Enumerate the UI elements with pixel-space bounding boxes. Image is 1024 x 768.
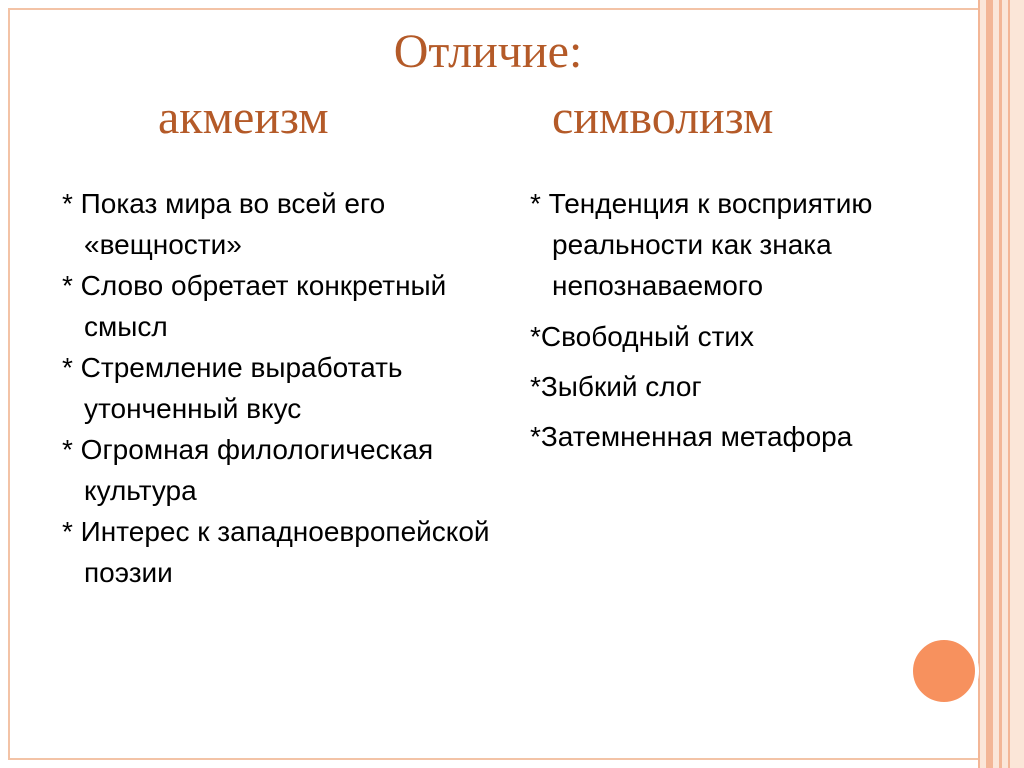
symbolism-list [530, 183, 950, 466]
slide-title: Отличие: [393, 25, 583, 78]
frame-border-top [8, 8, 978, 10]
list-item: *Зыбкий слог [530, 371, 702, 402]
list-item: * Тенденция к восприятию реальности как знака непознаваемого [530, 188, 873, 301]
list-item: * Стремление выработать утонченный вкус [62, 352, 403, 424]
list-item: * Огромная филологическая культура [62, 434, 434, 506]
heading-acmeism: акмеизм [158, 91, 329, 144]
heading-symbolism: символизм [552, 91, 774, 144]
frame-border-bottom [8, 758, 978, 760]
list-item: *Затемненная метафора [530, 421, 853, 452]
list-item: *Свободный стих [530, 321, 755, 352]
list-item: * Слово обретает конкретный смысл [62, 270, 447, 342]
decorative-right-band [978, 0, 1024, 768]
decorative-stripe [1008, 0, 1010, 768]
list-item: * Интерес к западноевропейской поэзии [62, 516, 490, 588]
decorative-stripe [999, 0, 1002, 768]
list-item: * Показ мира во всей его «вещности» [62, 188, 386, 260]
decorative-stripe [986, 0, 993, 768]
decorative-circle-icon [909, 636, 979, 706]
frame-border-left [8, 8, 10, 760]
decorative-stripe [978, 0, 980, 768]
acmeism-list [62, 183, 502, 593]
